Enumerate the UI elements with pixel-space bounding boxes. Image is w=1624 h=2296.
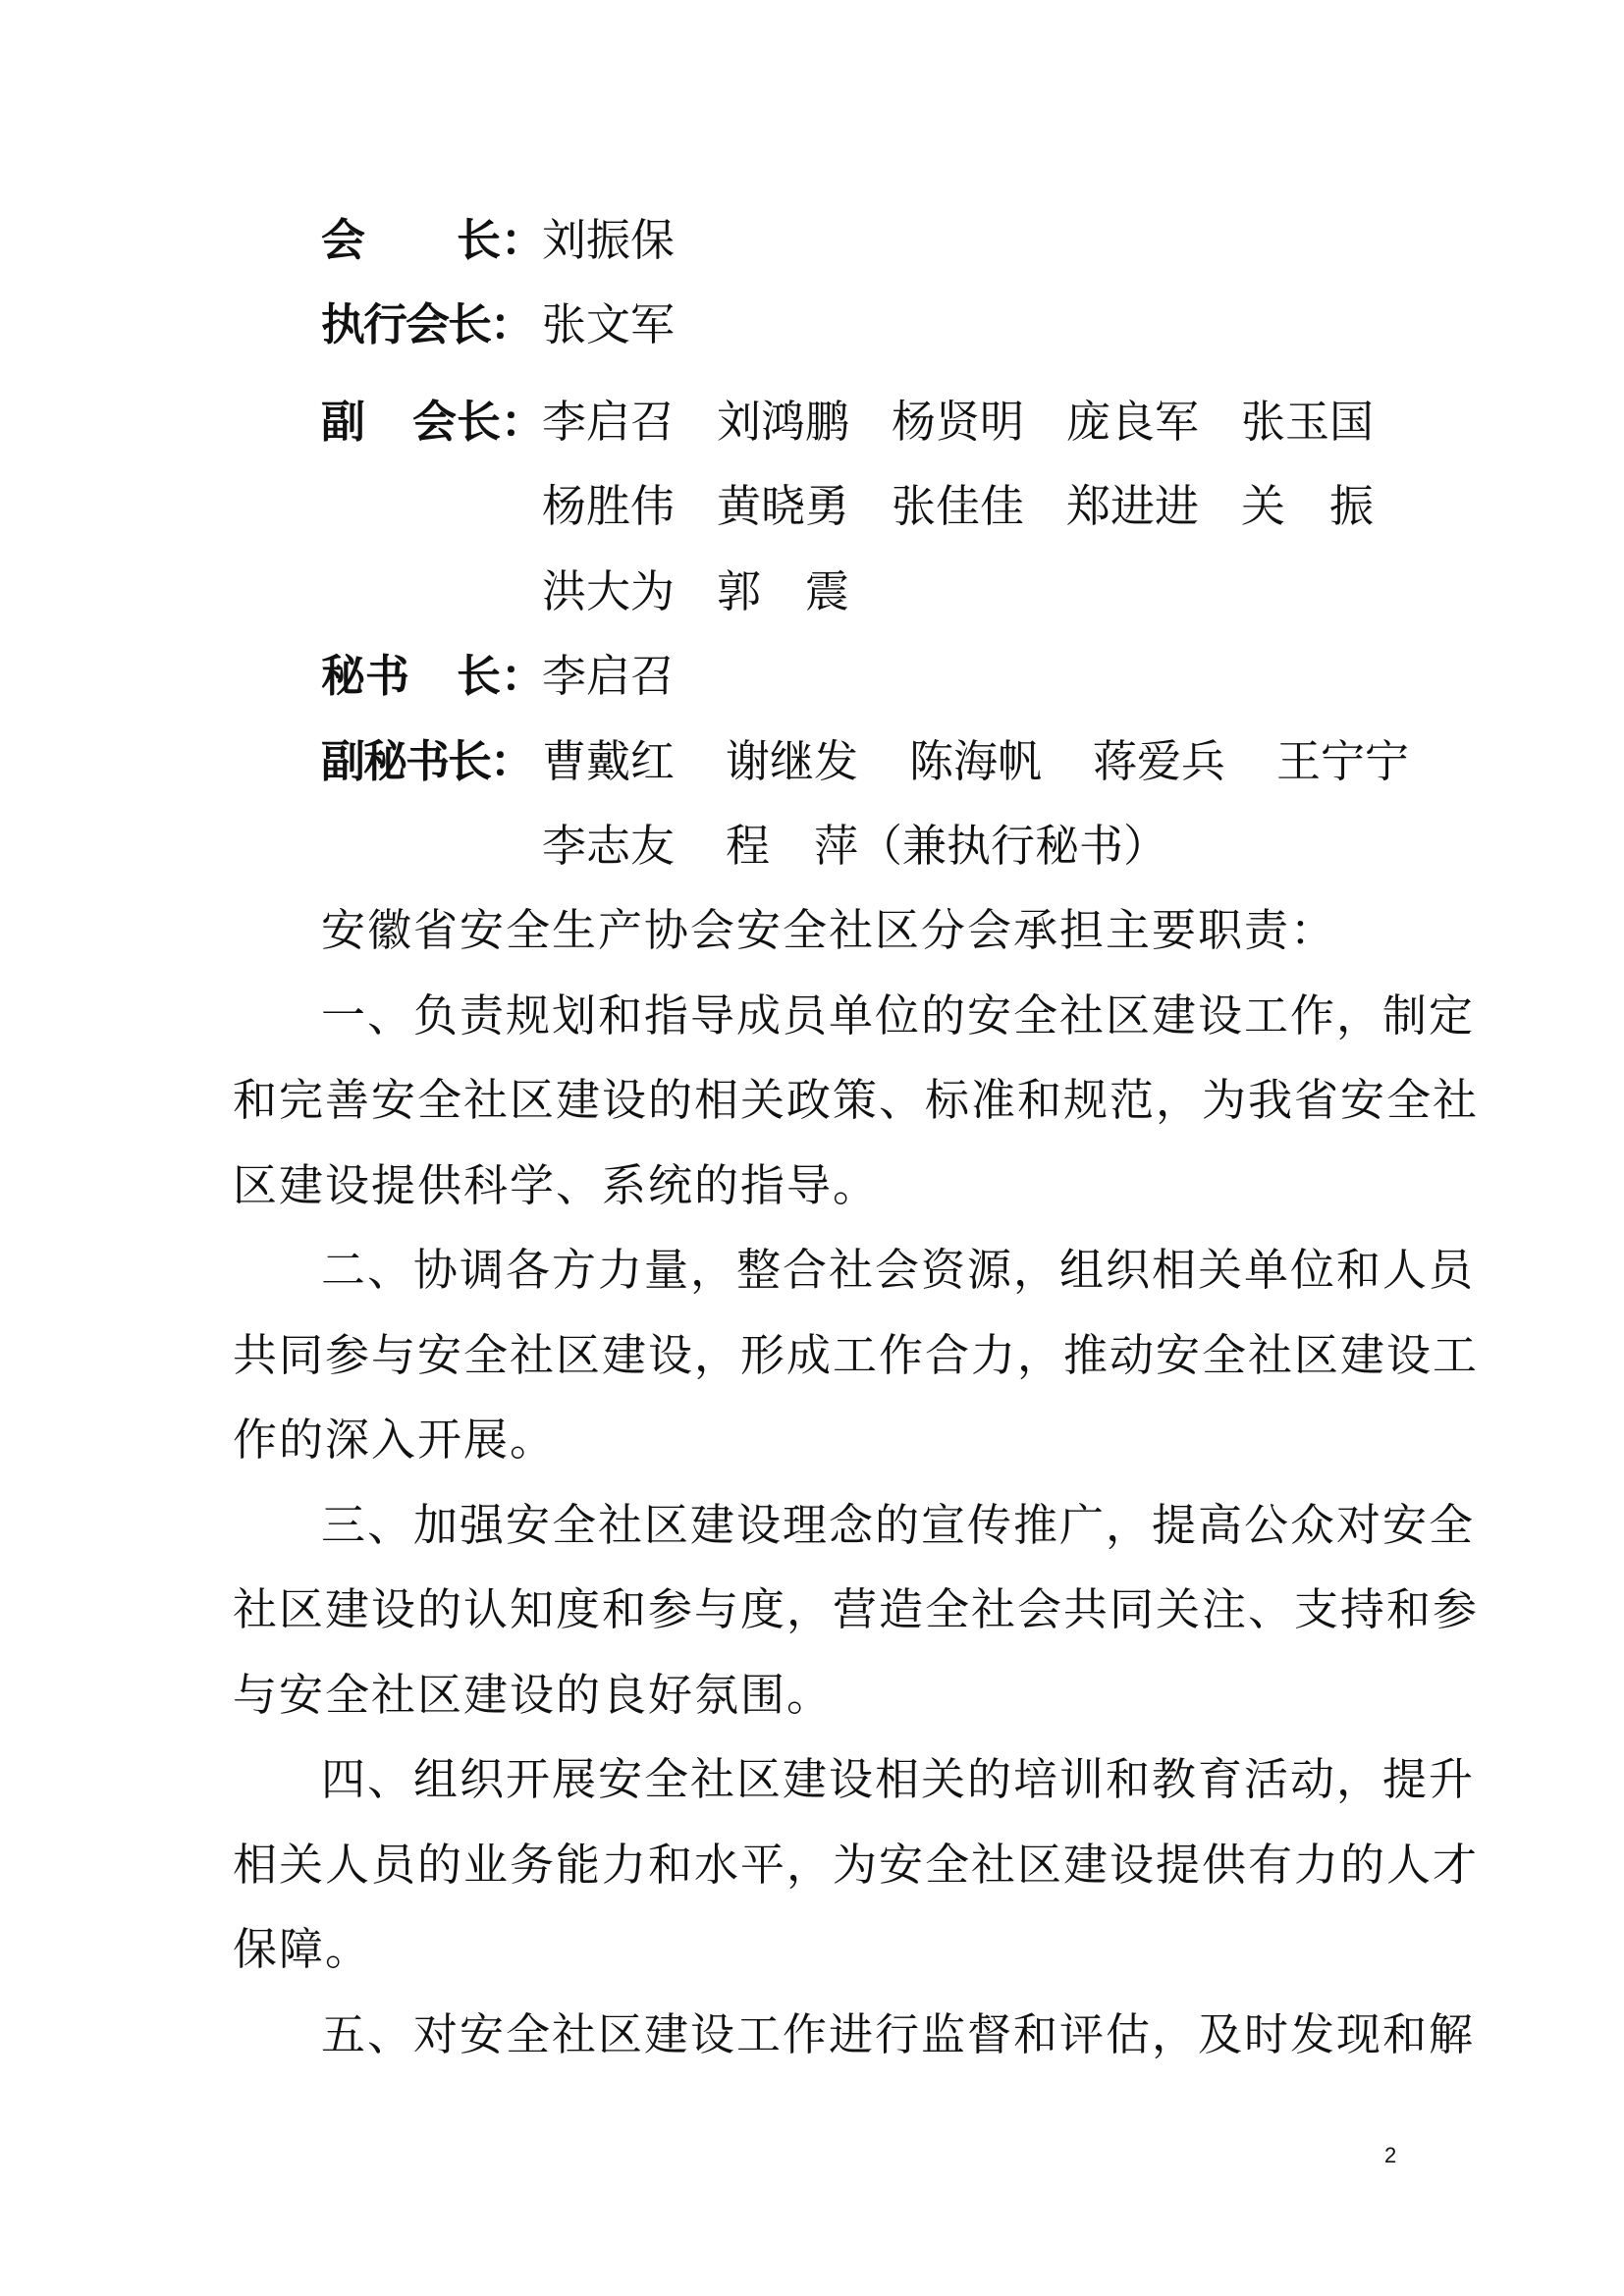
duty-2-line-2: 共同参与安全社区建设，形成工作合力，推动安全社区建设工 [233, 1329, 1480, 1381]
member-name: 黄晓勇 [717, 480, 850, 532]
member-name: 蒋爱兵 [1093, 735, 1226, 787]
member-name: 李启召 [542, 650, 676, 702]
duty-2-line-1: 二、协调各方力量，整合社会资源，组织相关单位和人员 [321, 1244, 1476, 1296]
member-name: 关 振 [1241, 480, 1375, 532]
duty-2-line-3: 作的深入开展。 [233, 1414, 557, 1466]
member-name: 张文军 [542, 298, 676, 350]
member-name: 张玉国 [1241, 396, 1375, 448]
member-name: 李志友 [542, 820, 676, 872]
member-name: 王宁宁 [1276, 735, 1410, 787]
duty-1-line-3: 区建设提供科学、系统的指导。 [233, 1159, 880, 1211]
member-name: 刘鸿鹏 [717, 396, 850, 448]
duty-3-line-1: 三、加强安全社区建设理念的宣传推广，提高公众对安全 [321, 1499, 1476, 1551]
member-name: 杨胜伟 [542, 480, 676, 532]
member-name: 李启召 [542, 396, 676, 448]
member-name: 郑进进 [1066, 480, 1200, 532]
duty-4-line-2: 相关人员的业务能力和水平，为安全社区建设提供有力的人才 [233, 1839, 1480, 1891]
member-name: 曹戴红 [542, 735, 676, 787]
duty-4-line-3: 保障。 [233, 1923, 372, 1975]
member-name: 郭 震 [717, 565, 850, 617]
member-name: 张佳佳 [892, 480, 1025, 532]
duty-1-line-2: 和完善安全社区建设的相关政策、标准和规范，为我省安全社 [233, 1074, 1480, 1126]
duty-3-line-2: 社区建设的认知度和参与度，营造全社会共同关注、支持和参 [233, 1583, 1480, 1635]
duty-1-line-1: 一、负责规划和指导成员单位的安全社区建设工作，制定 [321, 989, 1476, 1041]
member-name: 洪大为 [542, 565, 676, 617]
member-name: 杨贤明 [892, 396, 1025, 448]
page-number: 2 [1384, 2143, 1397, 2167]
duty-5-line-1: 五、对安全社区建设工作进行监督和评估，及时发现和解 [321, 2008, 1476, 2060]
member-name: 陈海帆 [909, 735, 1043, 787]
member-name: 庞良军 [1066, 396, 1200, 448]
member-name: 程 萍（兼执行秘书） [726, 820, 1168, 872]
duty-4-line-1: 四、组织开展安全社区建设相关的培训和教育活动，提升 [321, 1753, 1476, 1805]
duty-3-line-3: 与安全社区建设的良好氛围。 [233, 1669, 834, 1721]
member-name: 刘振保 [542, 214, 676, 266]
member-name: 谢继发 [726, 735, 859, 787]
intro-paragraph: 安徽省安全生产协会安全社区分会承担主要职责： [321, 904, 1337, 956]
